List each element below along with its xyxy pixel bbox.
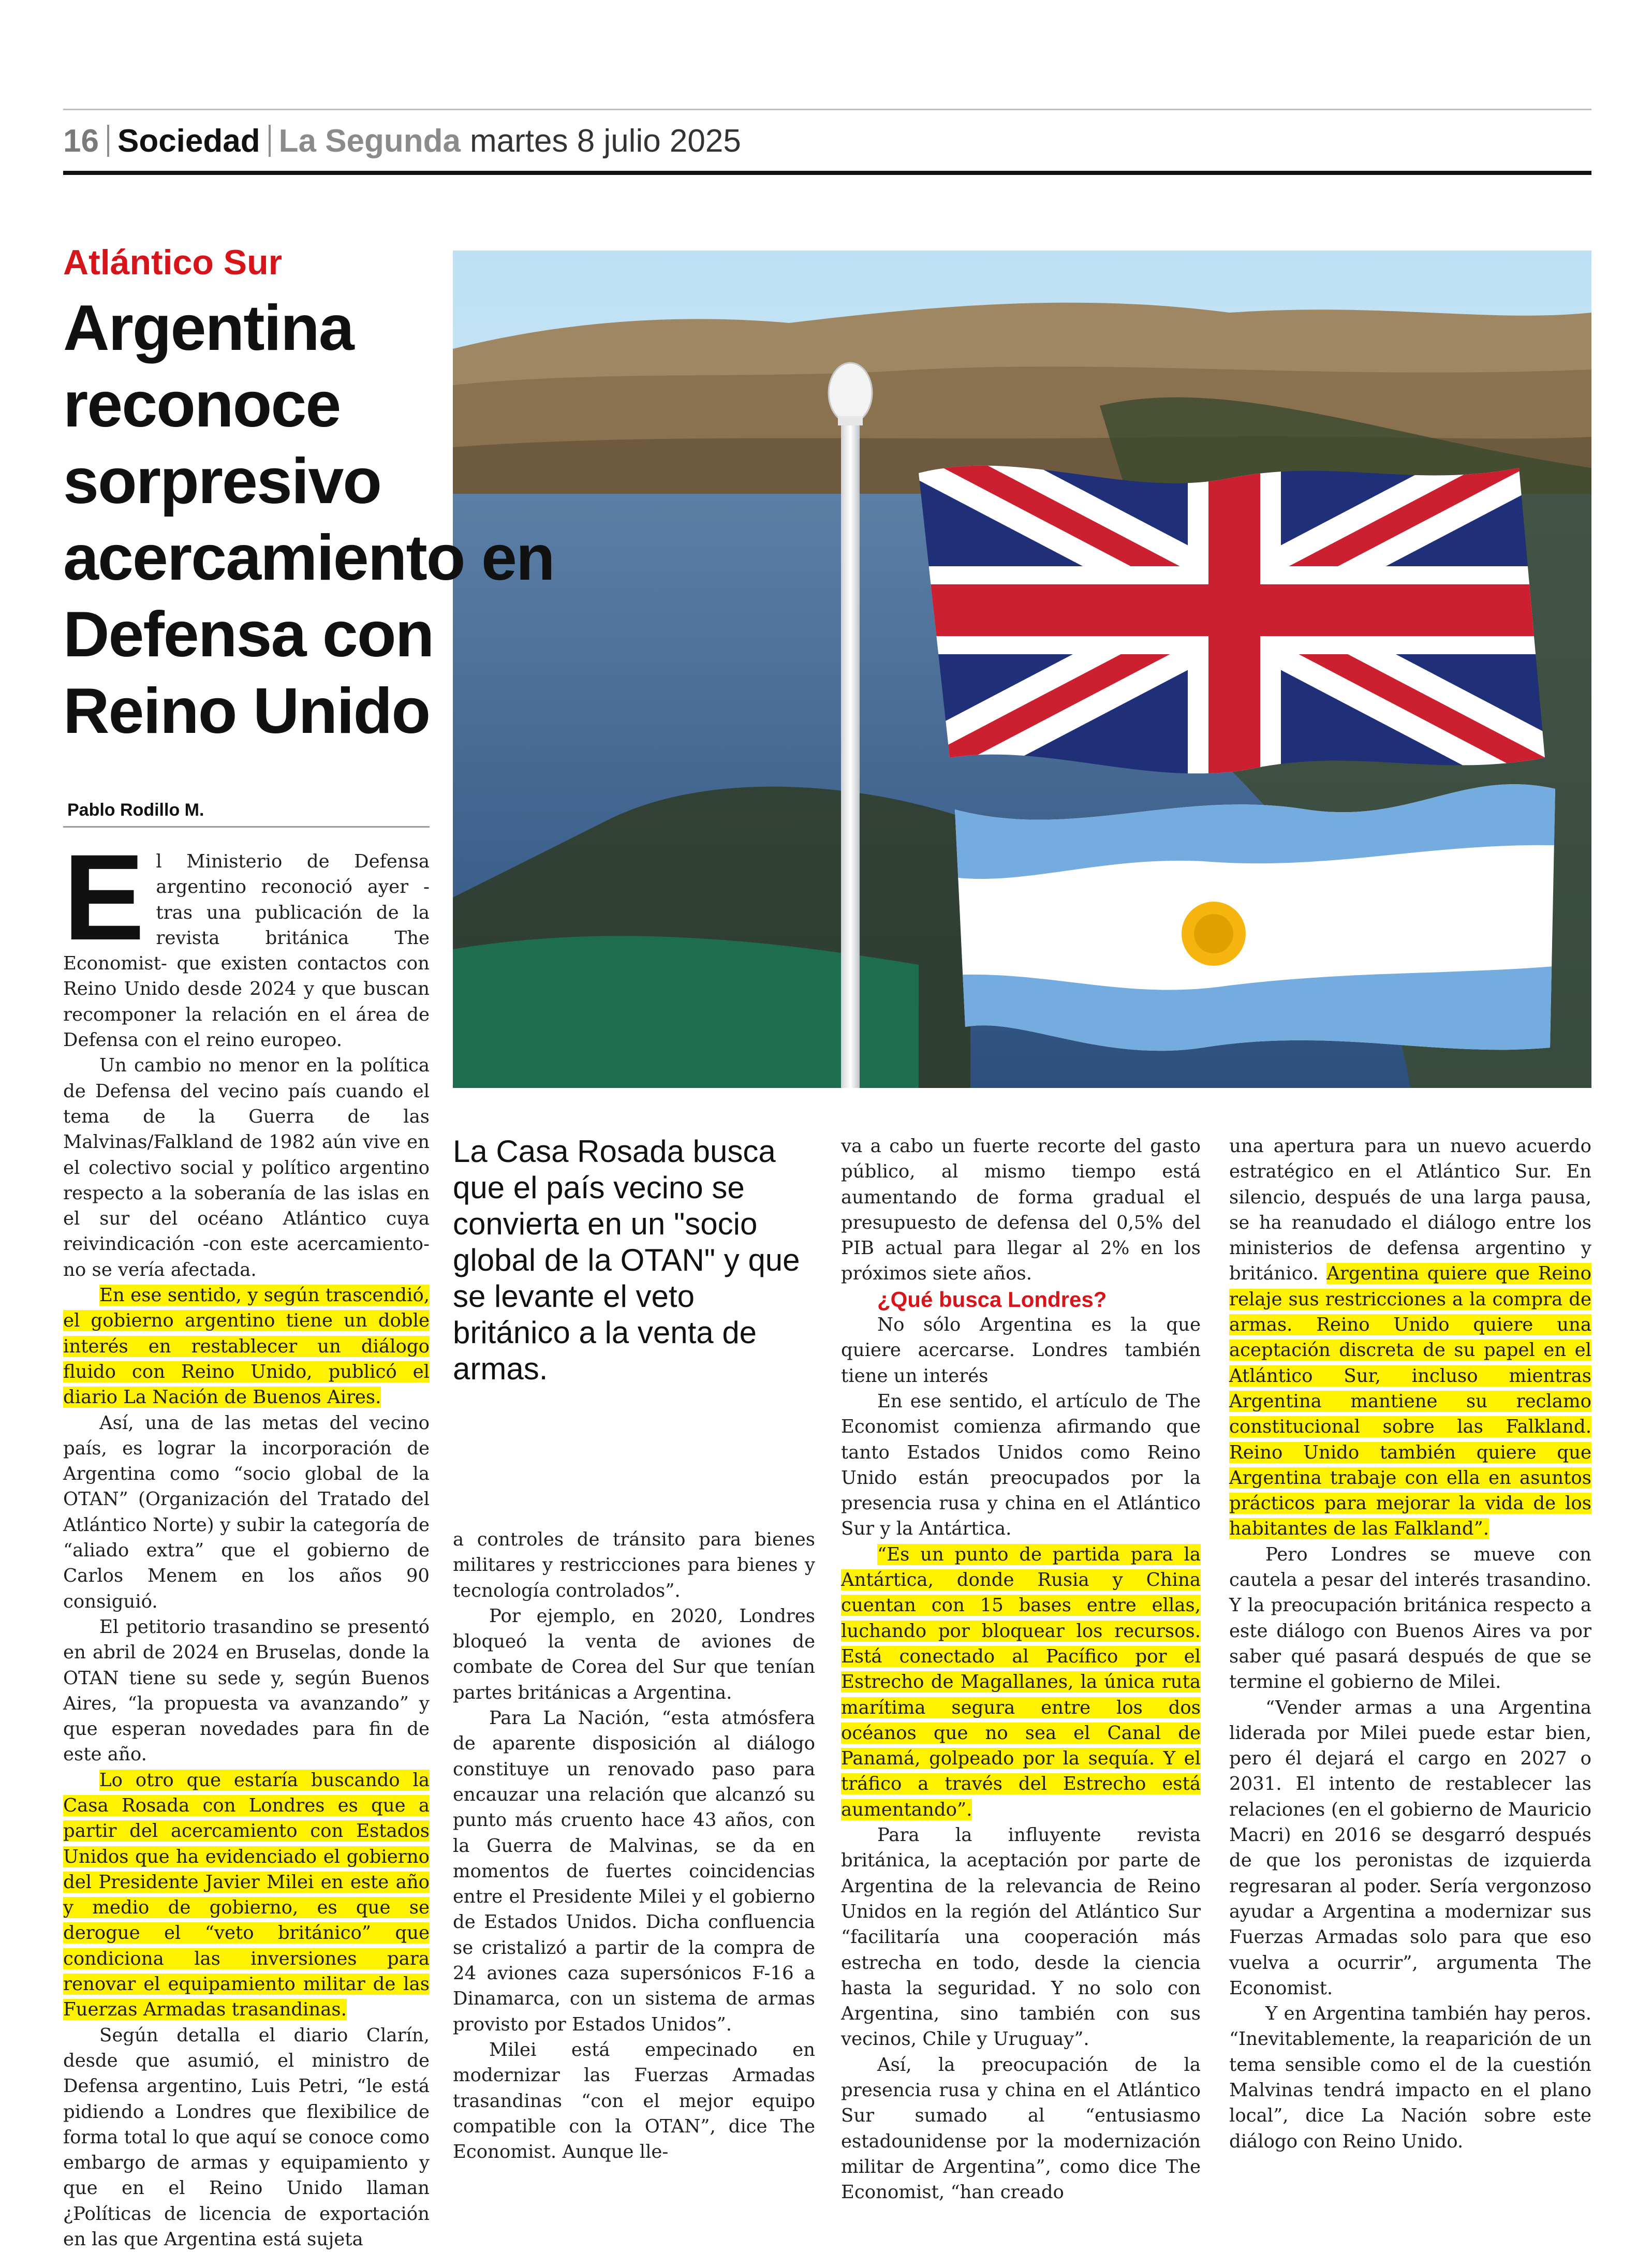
article-column-4 (1229, 1134, 1591, 2154)
paragraph: va a cabo un fuerte recorte del gasto público, al mismo tiempo está aumentando de forma gradual el presupuesto de defensa del 0,5% del PIB actual para llegar al 2% en los próximos siete años. (841, 1136, 1201, 1285)
section-name: Sociedad (117, 123, 260, 159)
pull-quote: La Casa Rosada busca que el país vecino se convierta en un "socio global de la OTAN" y que se levante el veto británico a la venta de armas. (453, 1134, 800, 1386)
highlighted-paragraph (63, 1768, 430, 2023)
paragraph (63, 829, 430, 1053)
byline-rule (63, 826, 430, 828)
header-separator (269, 125, 271, 157)
paragraph: Según detalla el diario Clarín, desde que asumió, el ministro de Defensa argentino, Luis Petri, “le está pidiendo a Londres que flexibilice de forma total lo que aquí se conoce como embargo de armas y equipamiento y que en el Reino Unido llaman ¿Políticas de licencia de exportación en las que Argentina está sujeta (63, 2024, 430, 2250)
article-photo (453, 251, 1591, 1088)
paragraph: El petitorio trasandino se presentó en abril de 2024 en Bruselas, donde la OTAN tiene su sede y, según Buenos Aires, “la propuesta va avanzando” y que esperan novedades para fin de este año. (63, 1616, 430, 1765)
paragraph: Para La Nación, “esta atmósfera de aparente disposición al diálogo constituye un renovado paso para encauzar una relación que alcanzó su punto más cruento hace 43 años, con la Guerra de Malvinas, se da en momentos de fuertes coincidencias entre el Presidente Milei y el gobierno de Estados Unidos. Dicha confluencia se cristalizó a partir de la compra de 24 aviones caza supersónicos F-16 a Dinamarca, con un sistema de armas provisto por Estados Unidos”. (453, 1708, 815, 2035)
highlighted-paragraph (841, 1542, 1201, 1822)
header-bottom-rule (63, 171, 1591, 175)
paragraph: Por ejemplo, en 2020, Londres bloqueó la venta de aviones de combate de Corea del Sur que tenían partes británicas a Argentina. (453, 1605, 815, 1703)
paragraph: Para la influyente revista británica, la aceptación por parte de Argentina de la relevancia de Reino Unidos en la región del Atlántico Sur “facilitaría una cooperación más estrecha en todo, desde la ciencia hasta la seguridad. Y no solo con Argentina, sino también con sus vecinos, Chile y Uruguay”. (841, 1824, 1201, 2050)
page-number: 16 (63, 123, 99, 159)
highlight: “Es un punto de partida para la Antártica, donde Rusia y China cuentan con 15 bases entre ellas, luchando por bloquear los recursos. Está conectado al Pacífico por el Estrecho de Magallanes, la única ruta marítima segura entre los dos océanos que no sea el Canal de Panamá, golpeado por la sequía. Y el tráfico a través del Estrecho está aumentando”. (841, 1543, 1201, 1820)
article-column-3 (841, 1134, 1201, 2205)
header-separator (107, 125, 109, 157)
issue-date: martes 8 julio 2025 (470, 123, 741, 159)
paragraph (1229, 1134, 1591, 1542)
article-byline: Pablo Rodillo M. (67, 800, 204, 820)
paragraph: a controles de tránsito para bienes militares y restricciones para bienes y tecnología controlados”. (453, 1529, 815, 1601)
highlight: Lo otro que estaría buscando la Casa Rosada con Londres es que a partir del acercamiento con Estados Unidos que ha evidenciado el gobierno del Presidente Javier Milei en este año y medio de gobierno, es que se derogue el “veto británico” que condiciona las inversiones para renovar el equipamiento militar de las Fuerzas Armadas trasandinas. (63, 1769, 430, 2021)
subheading: ¿Qué busca Londres? (877, 1287, 1107, 1312)
paragraph: “Vender armas a una Argentina liderada por Milei puede estar bien, pero él dejará el cargo en 2027 o 2031. El intento de restablecer las relaciones (en el gobierno de Mauricio Macri) en 2016 se desgarró después de que los peronistas de izquierda regresaran al poder. Sería vergonzoso ayudar a Argentina a modernizar sus Fuerzas Armadas solo para que eso vuelva a ocurrir”, argumenta The Economist. (1229, 1697, 1591, 1999)
paragraph: Así, una de las metas del vecino país, es lograr la incorporación de Argentina como “socio global de la OTAN” (Organización del Tratado del Atlántico Norte) y subir la categoría de “aliado extra” que el gobierno de Carlos Menem en los años 90 consiguió. (63, 1412, 430, 1612)
highlight: Argentina quiere que Reino relaje sus restricciones a la compra de armas. Reino Unido quiere una aceptación discreta de su papel en el Atlántico Sur, incluso mientras Argentina mantiene su reclamo constitucional sobre las Falkland. Reino Unido también quiere que Argentina trabaje con ella en asuntos prácticos para mejorar la vida de los habitantes de las Falkland”. (1229, 1263, 1591, 1540)
page-header (63, 115, 741, 167)
highlight: En ese sentido, y según trascendió, el gobierno argentino tiene un doble interés en restablecer un diálogo fluido con Reino Unido, publicó el diario La Nación de Buenos Aires. (63, 1285, 430, 1408)
article-column-1 (63, 829, 430, 2252)
publication-name: La Segunda (278, 123, 461, 159)
header-top-rule (63, 109, 1591, 110)
paragraph: Pero Londres se mueve con cautela a pesar del interés trasandino. Y la preocupación británica respecto a este diálogo con Buenos Aires va por saber qué pasará después de que se termine el gobierno de Milei. (1229, 1543, 1591, 1693)
paragraph: No sólo Argentina es la que quiere acercarse. Londres también tiene un interés (841, 1314, 1201, 1387)
paragraph: En ese sentido, el artículo de The Economist comienza afirmando que tanto Estados Unidos como Reino Unido están preocupados por la presencia rusa y china en el Atlántico Sur y la Antártica. (841, 1390, 1201, 1540)
paragraph: Así, la preocupación de la presencia rusa y china en el Atlántico Sur sumado al “entusiasmo estadounidense por la modernización militar de Argentina”, como dice The Economist, “han creado (841, 2054, 1201, 2203)
paragraph: Un cambio no menor en la política de Defensa del vecino país cuando el tema de la Guerra de las Malvinas/Falkland de 1982 aún vive en el colectivo social y político argentino respecto a la soberanía de las islas en el sur del océano Atlántico cuya reivindicación -con este acercamiento- no se vería afectada. (63, 1055, 430, 1280)
flags-photo-illustration (453, 251, 1591, 1088)
article-column-2 (453, 1527, 815, 2165)
drop-cap: E (63, 829, 145, 966)
paragraph-text: l Ministerio de Defensa argentino reconoció ayer -tras una publicación de la revista británica The Economist- que existen contactos con Reino Unido desde 2024 y que buscan recomponer la relación en el área de Defensa con el reino europeo. (63, 851, 430, 1051)
paragraph-text: una apertura para un nuevo acuerdo estratégico en el Atlántico Sur. En silencio, después de una larga pausa, se ha reanudado el diálogo entre los ministerios de defensa argentino y británico. (1229, 1136, 1591, 1285)
article-title: Argentina reconoce sorpresivo acercamiento en Defensa con Reino Unido (63, 292, 554, 747)
highlighted-paragraph (63, 1283, 430, 1410)
article-kicker: Atlántico Sur (63, 243, 283, 282)
paragraph: Milei está empecinado en modernizar las Fuerzas Armadas trasandinas “con el mejor equipo compatible con la OTAN”, dice The Economist. Aunque lle- (453, 2039, 815, 2163)
paragraph: Y en Argentina también hay peros. “Inevitablemente, la reaparición de un tema sensible como el de la cuestión Malvinas tendrá impacto en el plano local”, dice La Nación sobre este diálogo con Reino Unido. (1229, 2003, 1591, 2152)
